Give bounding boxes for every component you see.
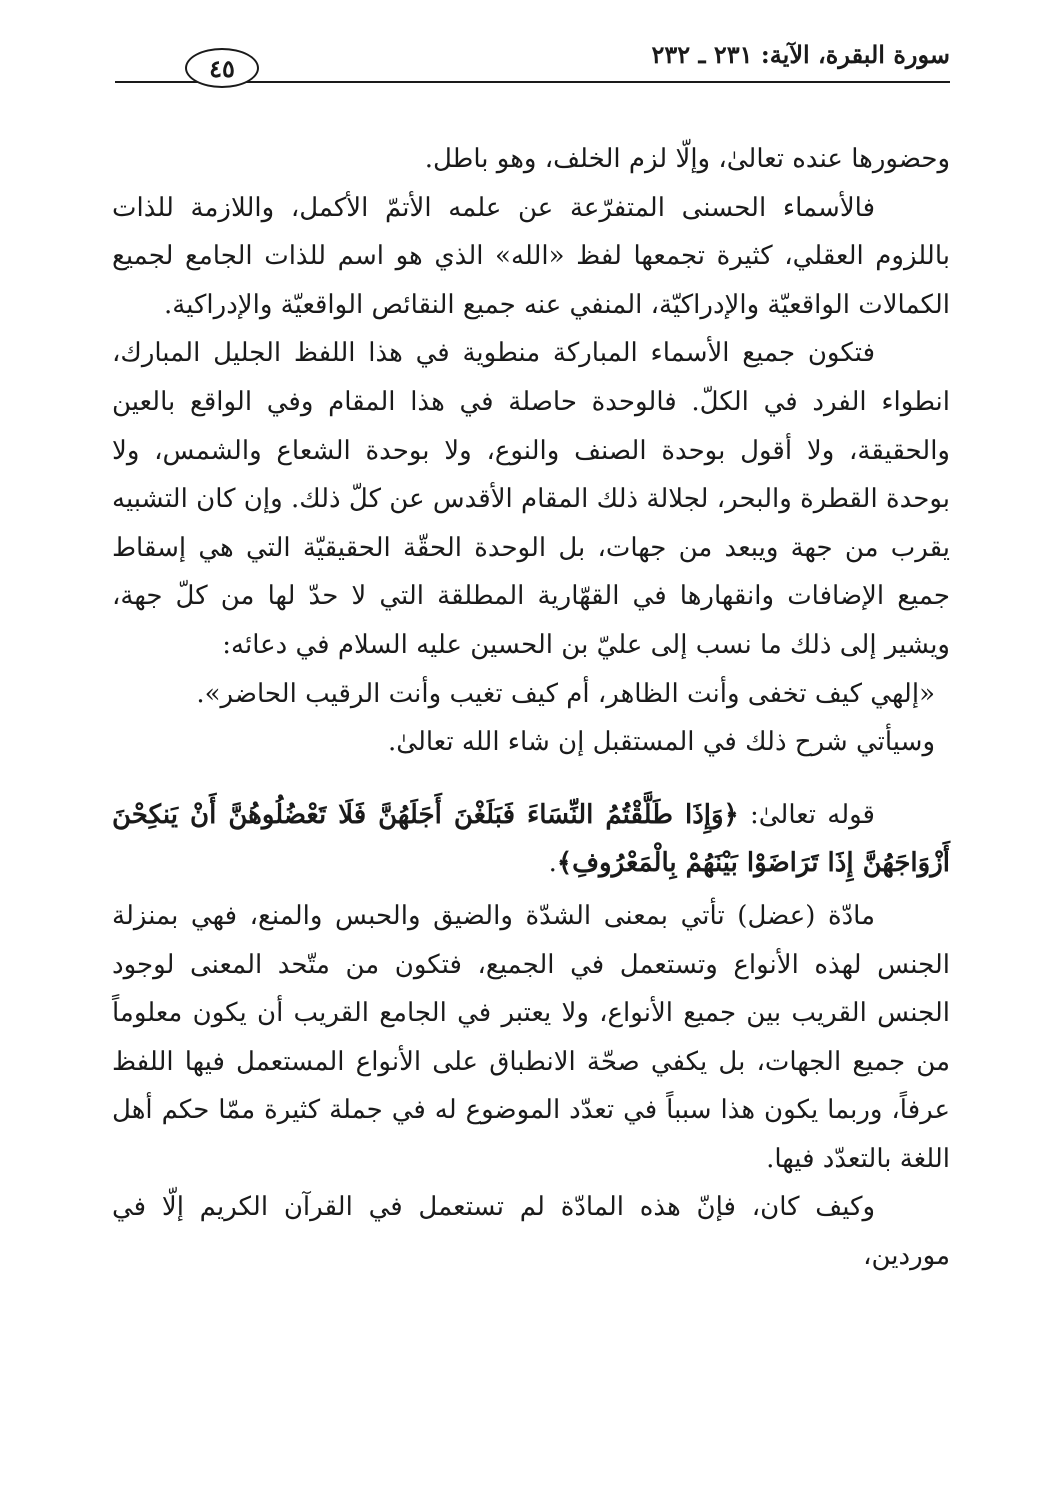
paragraph-root-meaning: مادّة (عضل) تأتي بمعنى الشدّة والضيق والحبس والمنع، فهي بمنزلة الجنس لهذه الأنواع وتستعمل في الجميع، فتكون من متّحد المعنى لوجود الجنس القريب بين جميع الأنواع، ولا يعتبر في الجامع القريب أن يكون معلوماً من جميع الجهات، بل يكفي صحّة الانطباق على الأنواع المستعمل فيها اللفظ عرفاً، وربما يكون هذا سبباً في تعدّد الموضوع له في جملة كثيرة ممّا حكم أهل اللغة بالتعدّد فيها. [112, 900, 950, 1174]
body-text [112, 135, 950, 1281]
verse-paragraph [112, 791, 950, 888]
verse-end: . [548, 848, 557, 879]
paragraph-divine-names: فالأسماء الحسنى المتفرّعة عن علمه الأتمّ الأكمل، واللازمة للذات باللزوم العقلي، كثيرة تجمعها لفظ «الله» الذي هو اسم للذات الجامع لجميع الكمالات الواقعيّة والإدراكيّة، المنفي عنه جميع النقائص الواقعيّة والإدراكية. [112, 192, 950, 320]
running-title: سورة البقرة، الآية: ٢٣١ ـ ٢٣٢ [651, 40, 950, 69]
paragraph-unity: فتكون جميع الأسماء المباركة منطوية في هذا اللفظ الجليل المبارك، انطواء الفرد في الكلّ. فالوحدة حاصلة في هذا المقام وفي الواقع بالعين والحقيقة، ولا أقول بوحدة الصنف والنوع، ولا بوحدة الشعاع والشمس، ولا بوحدة القطرة والبحر، لجلالة ذلك المقام الأقدس عن كلّ ذلك. وإن كان التشبيه يقرب من جهة ويبعد من جهات، بل الوحدة الحقّة الحقيقيّة التي هي إسقاط جميع الإضافات وانقهارها في القهّارية المطلقة التي لا حدّ لها من كلّ جهة، ويشير إلى ذلك ما نسب إلى عليّ بن الحسين عليه السلام في دعائه: [112, 338, 950, 660]
page-header [115, 38, 950, 86]
paragraph-future-note: وسيأتي شرح ذلك في المستقبل إن شاء الله تعالىٰ. [388, 727, 935, 758]
verse-intro: قوله تعالىٰ: [738, 799, 875, 830]
page-number-oval [185, 48, 259, 88]
paragraph-continuation: وحضورها عنده تعالىٰ، وإلّا لزم الخلف، وهو باطل. [424, 144, 950, 174]
paragraph-usage: وكيف كان، فإنّ هذه المادّة لم تستعمل في القرآن الكريم إلّا في موردين، [112, 1192, 950, 1272]
supplication-quote: «إلهي كيف تخفى وأنت الظاهر، أم كيف تغيب وأنت الرقيب الحاضر». [196, 678, 935, 709]
quran-verse: ﴿وَإِذَا طَلَّقْتُمُ النِّسَاءَ فَبَلَغْنَ أَجَلَهُنَّ فَلَا تَعْضُلُوهُنَّ أَنْ يَنكِحْنَ أَزْوَاجَهُنَّ إِذَا تَرَاضَوْا بَيْنَهُمْ بِالْمَعْرُوفِ﴾ [112, 799, 950, 879]
page-number: ٤٥ [209, 53, 235, 83]
